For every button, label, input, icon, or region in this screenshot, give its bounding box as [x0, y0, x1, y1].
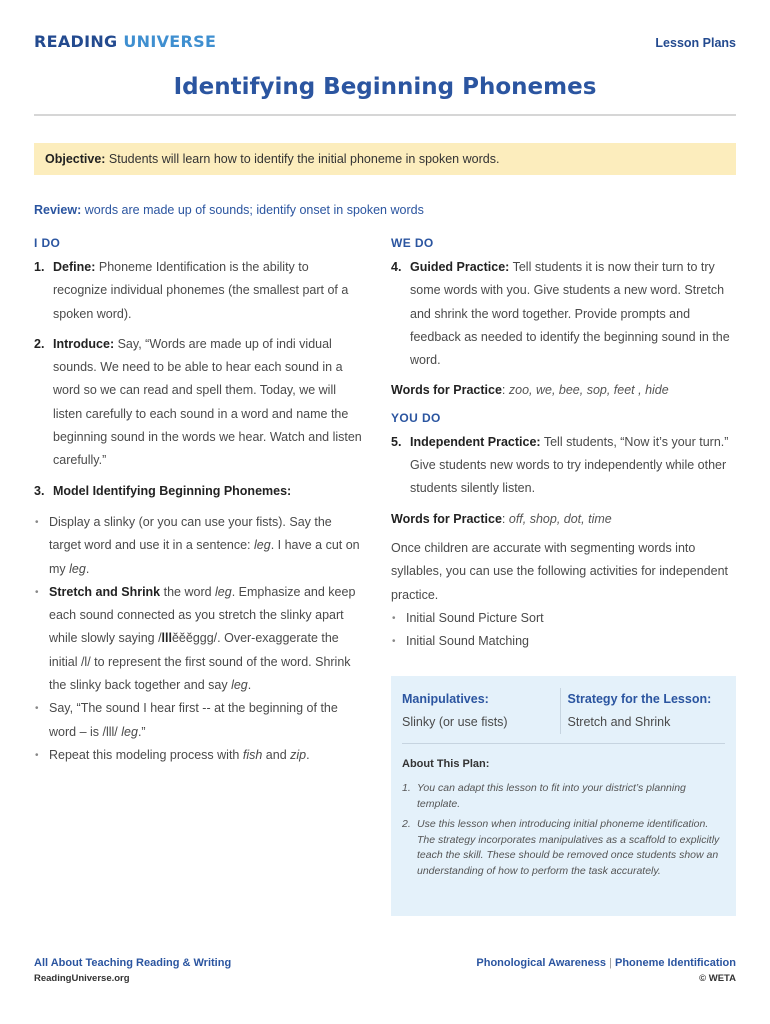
- step-label: Define:: [53, 260, 96, 274]
- lesson-plans-label: Lesson Plans: [655, 36, 736, 50]
- bullet-text: . I have a cut on my: [49, 538, 360, 576]
- step-define: [34, 256, 366, 326]
- reading-universe-logo[interactable]: [34, 32, 216, 51]
- bullet-italic: leg: [121, 724, 138, 739]
- list-item: [34, 697, 366, 744]
- bullet-italic: leg: [231, 678, 248, 693]
- words-list: zoo, we, bee, sop, feet , hide: [508, 383, 669, 398]
- list-item: [402, 817, 725, 879]
- we-do-you-do-column: [391, 234, 736, 653]
- bullet-text: the word: [160, 584, 216, 599]
- step-model: [34, 480, 366, 503]
- step-text: Tell students, “Now it’s your turn.” Give students new words to try independently while other students silently listen.: [410, 434, 729, 496]
- footer-separator: |: [609, 957, 612, 969]
- objective-label: Objective:: [45, 152, 106, 166]
- bullet-text: Say, “The sound I hear first -- at the beginning of the word – is /lll/: [49, 701, 338, 739]
- step-number: 2.: [34, 336, 45, 351]
- step-label: Independent Practice:: [410, 434, 541, 449]
- words-label: Words for Practice: [391, 511, 502, 526]
- step-number: 4.: [391, 260, 402, 274]
- logo-word-reading: READING: [34, 32, 118, 51]
- bullet-text: and: [262, 747, 291, 762]
- strategy-cell: [560, 688, 726, 734]
- bullet-text: . Emphasize and keep each sound connected as you stretch the slinky apart while slowly saying /: [49, 584, 356, 646]
- step-number: 5.: [391, 434, 402, 449]
- page-header: [34, 26, 736, 56]
- manipulatives-value: Slinky (or use fists): [402, 715, 508, 729]
- step-text: Say, “Words are made up of indi vidual sounds. We need to be able to hear each sound in a word so we can read and spell them. Today, we will listen carefully to each sound in a word and name the beginning sound in the words we hear. Watch and listen carefully.”: [53, 336, 362, 468]
- you-do-heading: YOU DO: [391, 410, 441, 425]
- list-item: [34, 744, 366, 767]
- bullet-bold: Stretch and Shrink: [49, 584, 161, 599]
- manipulatives-label: Manipulatives:: [402, 692, 489, 706]
- bullet-text: .: [247, 678, 252, 693]
- step-text: Phoneme Identification is the ability to recognize individual phonemes (the smallest part of a spoken word).: [53, 260, 349, 321]
- independent-practice-paragraph: Once children are accurate with segmenting words into syllables, you can use the following activities for independent practice.: [391, 540, 729, 602]
- we-do-heading: WE DO: [391, 236, 434, 250]
- bullet-italic: leg: [69, 561, 86, 576]
- objective-banner: [34, 143, 736, 175]
- bullet-text: .: [306, 747, 310, 762]
- step-label: Model Identifying Beginning Phonemes:: [53, 483, 292, 498]
- review-line: [34, 203, 424, 217]
- bullet-italic: zip: [290, 747, 307, 762]
- title-divider: [34, 114, 736, 116]
- i-do-heading: I DO: [34, 236, 61, 250]
- bullet-text: Repeat this modeling process with: [49, 747, 243, 762]
- step-text: Tell students it is now their turn to try some words with you. Give students a new word. Stretch and shrink the word together. Provide prompts and feedback as needed to identify the beginning sound in the word.: [410, 260, 730, 368]
- list-item: [402, 781, 725, 812]
- item-number: 1.: [402, 782, 411, 794]
- bullet-bold: lll: [161, 631, 172, 646]
- bullet-text: .: [85, 561, 90, 576]
- footer-url-link[interactable]: ReadingUniverse.org: [34, 973, 130, 984]
- page-title: Identifying Beginning Phonemes: [173, 74, 597, 100]
- review-label: Review:: [34, 203, 82, 217]
- strategy-value: Stretch and Shrink: [567, 715, 671, 729]
- words-list: off, shop, dot, time: [508, 511, 612, 526]
- list-item: • Initial Sound Matching: [391, 630, 736, 653]
- step-introduce: [34, 333, 366, 473]
- about-plan-heading: About This Plan:: [402, 758, 490, 770]
- materials-row: [402, 688, 725, 744]
- footer-topic-1: Phonological Awareness: [476, 957, 606, 969]
- list-item: [34, 511, 366, 581]
- list-item: [34, 581, 366, 697]
- item-number: 2.: [402, 818, 411, 830]
- step-label: Guided Practice:: [410, 260, 510, 274]
- bullet-text: .”: [137, 724, 146, 739]
- item-text: You can adapt this lesson to fit into your district’s planning template.: [417, 782, 686, 810]
- footer-series-title: All About Teaching Reading & Writing: [34, 957, 232, 969]
- bullet-text: Display a slinky (or you can use your fists). Say the target word and use it in a sentence:: [49, 514, 332, 553]
- step-independent-practice: [391, 431, 736, 501]
- item-text: Use this lesson when introducing initial phoneme identification. The strategy incorporates manipulatives as a scaffold to explicitly teach the skill. These should be removed once students show an understanding of how to perform the task accurately.: [417, 818, 720, 877]
- step-number: 3.: [34, 483, 45, 498]
- bullet-italic: leg: [215, 584, 232, 599]
- step-number: 1.: [34, 260, 45, 274]
- bullet-italic: fish: [242, 747, 263, 762]
- footer-copyright: © WETA: [699, 973, 736, 984]
- footer-left: [34, 955, 231, 986]
- review-text: words are made up of sounds; identify onset in spoken words: [84, 203, 424, 217]
- you-do-words-for-practice: Words for Practice: off, shop, dot, time: [391, 511, 612, 526]
- step-guided-practice: [391, 256, 736, 372]
- bullet-text: ĕĕĕggg/. Over-exaggerate the initial /l/ to represent the first sound of the word. Shrink the slinky back together and say: [49, 631, 351, 693]
- about-plan-list: [402, 781, 725, 879]
- list-item: • Initial Sound Picture Sort: [391, 607, 736, 630]
- model-bullet-list: [34, 511, 366, 767]
- footer-topic-2: Phoneme Identification: [614, 957, 736, 969]
- bullet-italic: leg: [254, 538, 271, 553]
- i-do-column: [34, 234, 366, 767]
- words-label: Words for Practice: [391, 383, 502, 398]
- strategy-label: Strategy for the Lesson:: [567, 692, 712, 706]
- lesson-info-box: [391, 676, 736, 916]
- footer-topic: [476, 955, 736, 971]
- manipulatives-cell: [402, 688, 560, 734]
- objective-text: Students will learn how to identify the initial phoneme in spoken words.: [108, 152, 500, 166]
- step-label: Introduce:: [53, 336, 115, 351]
- footer-right: [476, 955, 736, 986]
- logo-word-universe: UNIVERSE: [123, 32, 217, 51]
- we-do-words-for-practice: Words for Practice: zoo, we, bee, sop, feet , hide: [391, 383, 669, 398]
